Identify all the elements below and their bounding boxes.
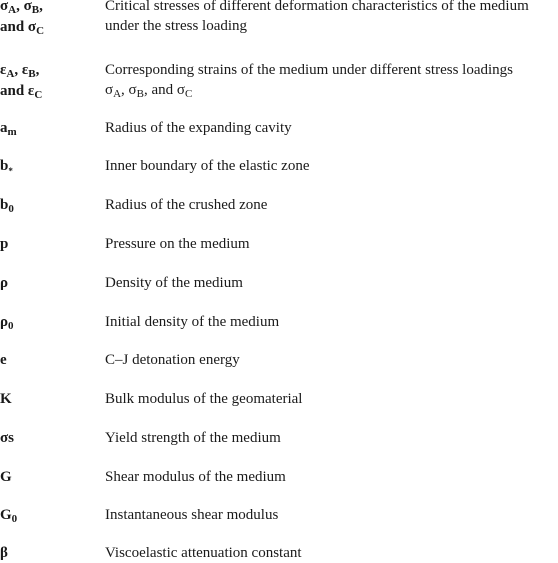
subscript: B — [28, 68, 36, 80]
symbol-part: G — [0, 507, 12, 523]
subscript: A — [6, 68, 15, 80]
definition-line: Corresponding strains of the medium under different stress loadings — [105, 62, 513, 78]
symbol-part: ε — [0, 62, 7, 78]
symbol: K — [0, 391, 12, 407]
symbol — [0, 505, 100, 526]
subscript: B — [136, 88, 144, 100]
symbol: ρ — [0, 275, 9, 291]
subscript: 0 — [8, 203, 14, 215]
subscript: m — [7, 126, 17, 138]
definition: Critical stresses of different deformation characteristics of the medium under the stress loading — [105, 0, 529, 34]
symbol: G — [0, 469, 12, 485]
symbol-part: , σ — [16, 0, 32, 14]
symbol — [0, 312, 100, 333]
definition: Initial density of the medium — [105, 314, 280, 330]
symbol-part: a — [0, 120, 8, 136]
symbol-part: b — [0, 158, 9, 174]
definition: Instantaneous shear modulus — [105, 507, 279, 523]
symbol: σs — [0, 430, 14, 446]
symbol — [0, 156, 100, 177]
symbol: β — [0, 545, 8, 561]
definition: Radius of the expanding cavity — [105, 120, 292, 136]
subscript: * — [8, 166, 13, 176]
subscript: B — [31, 4, 40, 16]
symbol — [0, 195, 100, 216]
subscript: C — [184, 88, 193, 100]
symbol-part: , — [35, 62, 40, 78]
definition: Inner boundary of the elastic zone — [105, 158, 310, 174]
definition: Density of the medium — [105, 275, 243, 291]
definition: Viscoelastic attenuation constant — [105, 545, 302, 561]
definition-part: σ — [105, 82, 114, 98]
symbol — [0, 60, 100, 102]
symbol-part: , ε — [14, 62, 29, 78]
symbol-part: σ — [0, 0, 9, 14]
symbol: e — [0, 352, 7, 368]
subscript: C — [34, 89, 43, 101]
definition-part: , and σ — [143, 82, 185, 98]
symbol-part: and σ — [0, 19, 37, 35]
subscript: C — [36, 25, 45, 37]
definition-part: , σ — [121, 82, 137, 98]
subscript: A — [8, 4, 17, 16]
subscript: 0 — [11, 513, 18, 525]
symbol — [0, 0, 100, 38]
subscript: 0 — [8, 320, 14, 332]
definition: C–J detonation energy — [105, 352, 240, 368]
definition — [105, 60, 558, 101]
definition: Yield strength of the medium — [105, 430, 281, 446]
definition: Bulk modulus of the geomaterial — [105, 391, 303, 407]
symbol-part: ρ — [0, 314, 9, 330]
symbol-part: b — [0, 197, 9, 213]
symbol-part: , — [39, 0, 43, 14]
symbol: p — [0, 236, 9, 252]
symbol — [0, 118, 100, 139]
symbol-part: and ε — [0, 83, 35, 99]
definition: Shear modulus of the medium — [105, 469, 286, 485]
definition: Pressure on the medium — [105, 236, 250, 252]
subscript: A — [113, 88, 122, 100]
definition: Radius of the crushed zone — [105, 197, 268, 213]
